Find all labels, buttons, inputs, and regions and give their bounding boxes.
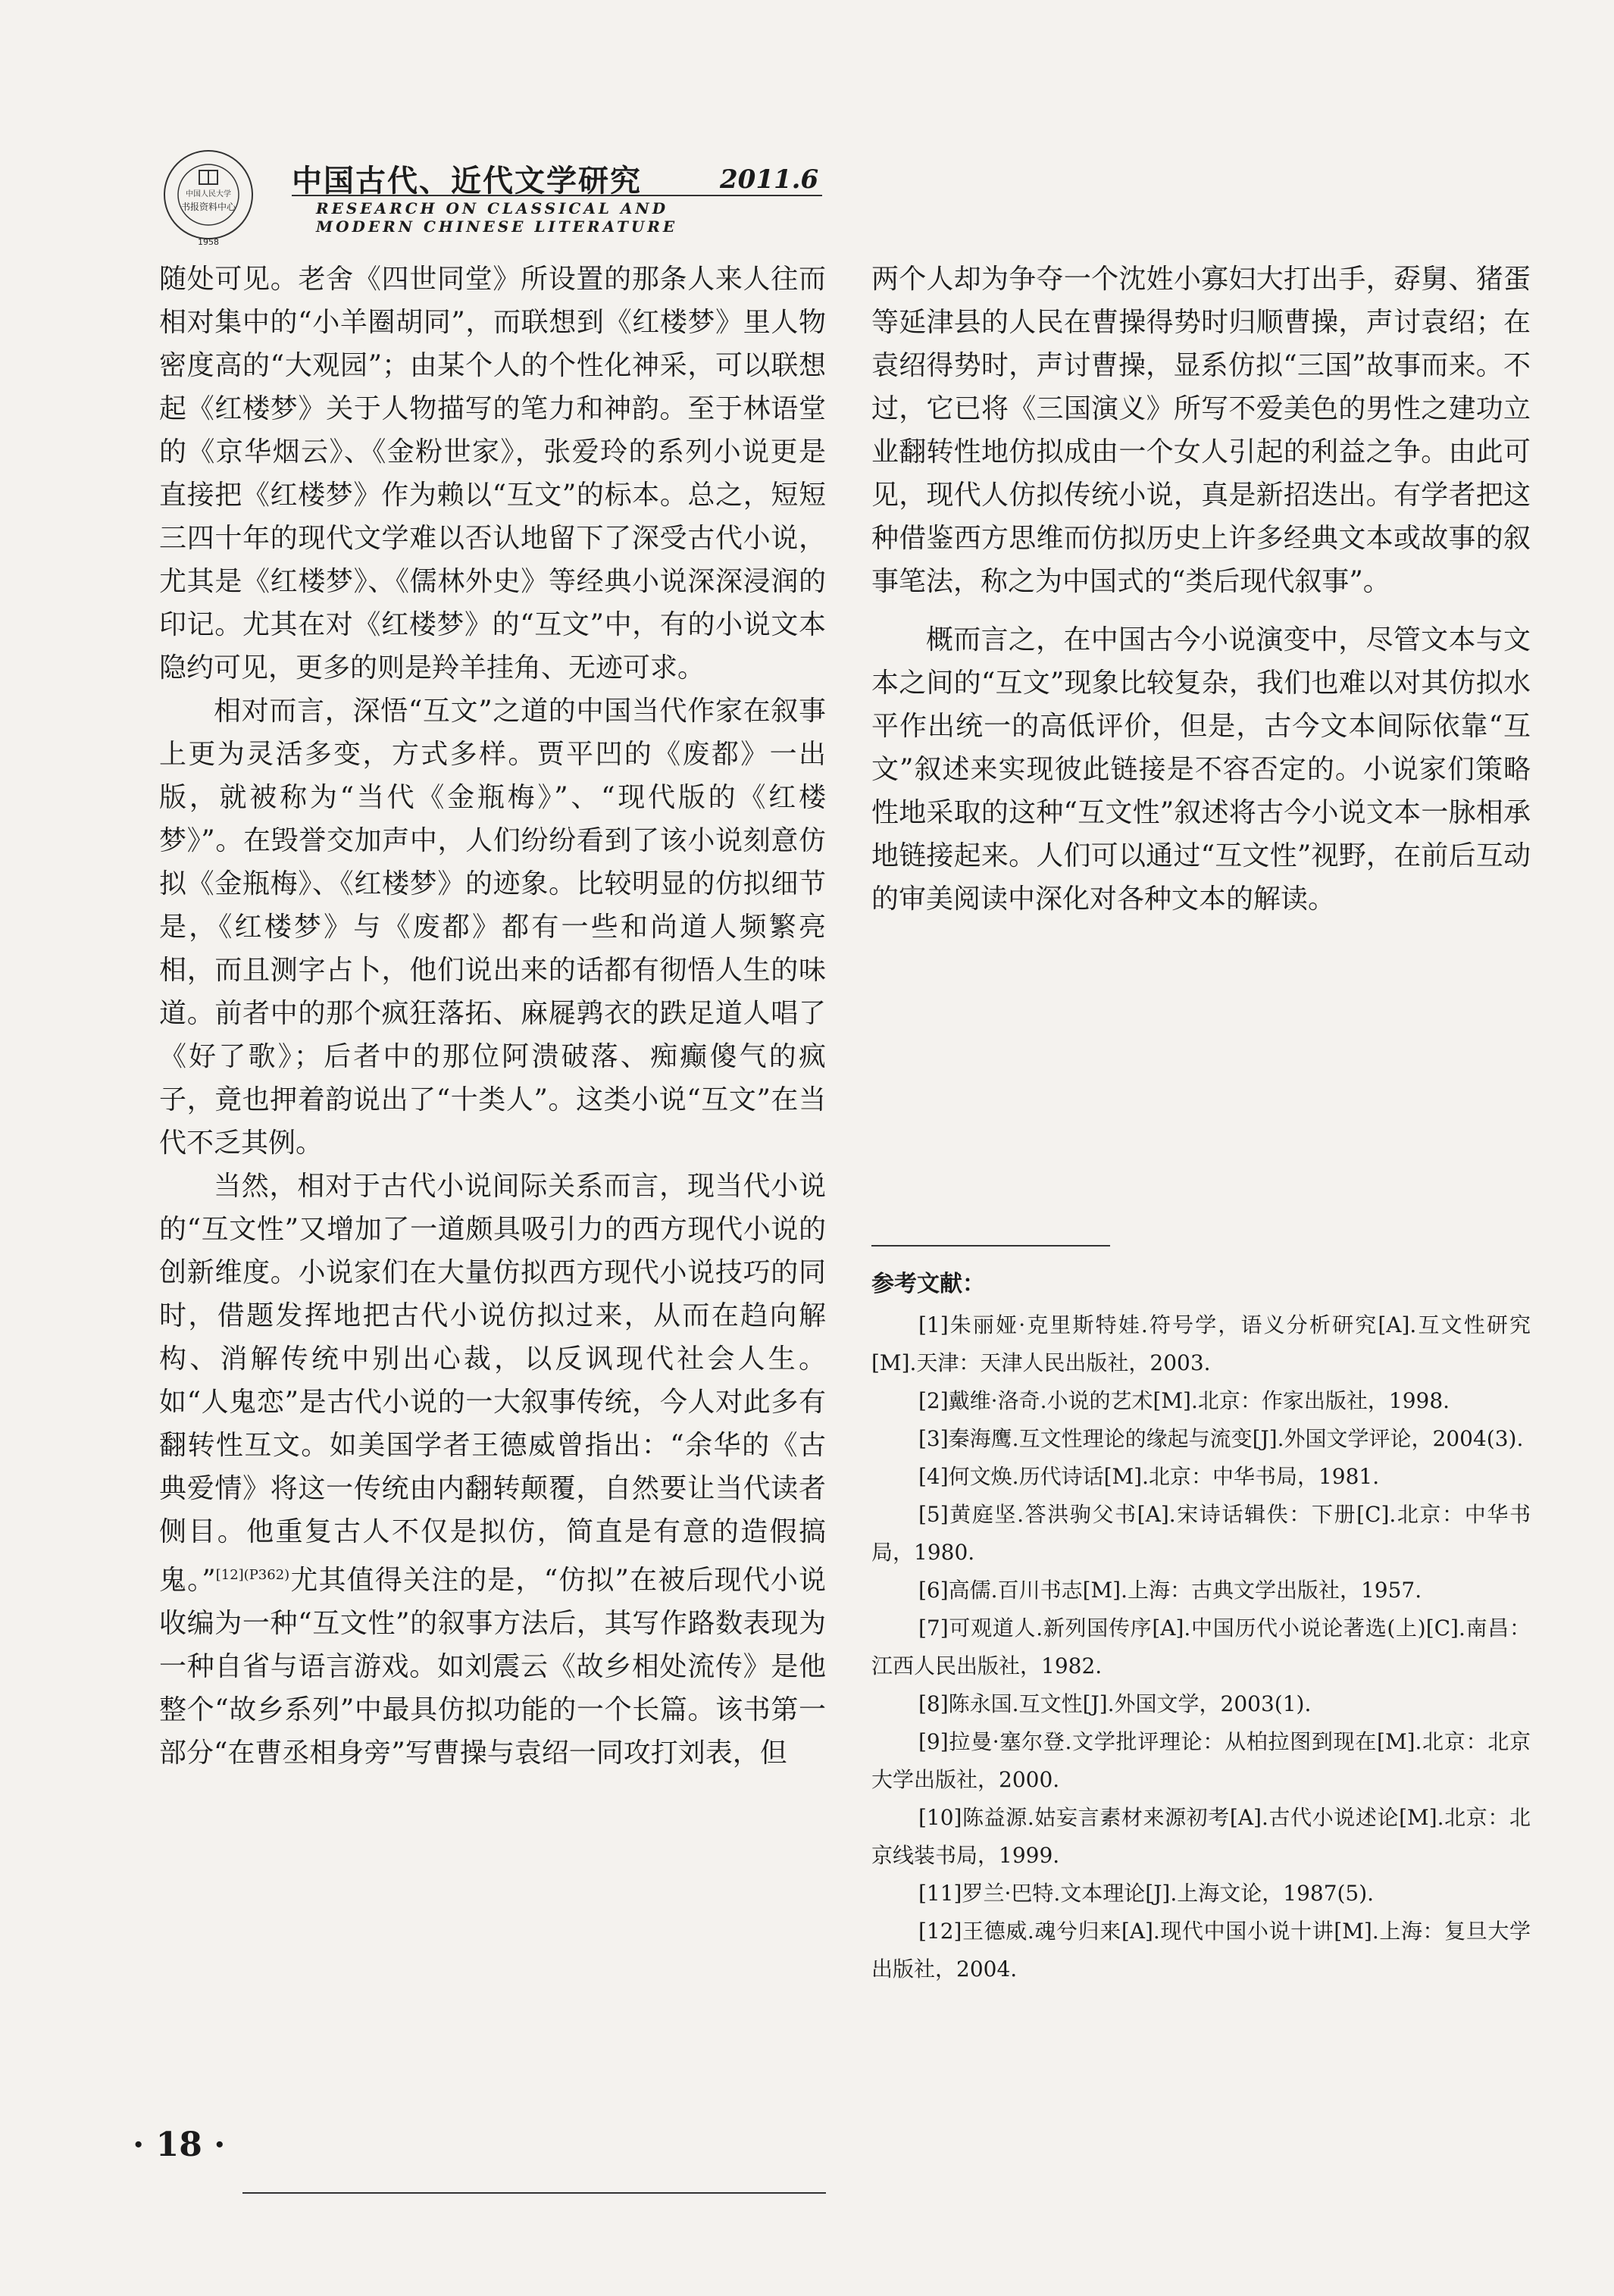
reference-item: [5]黄庭坚.答洪驹父书[A].宋诗话辑佚：下册[C].北京：中华书局，1980.: [871, 1502, 1531, 1565]
logo-mid-text: 中国人民大学: [186, 190, 231, 199]
journal-english-line-2: MODERN CHINESE LITERATURE: [316, 217, 678, 236]
reference-item: [10]陈益源.姑妄言素材来源初考[A].古代小说述论[M].北京：北京线装书局，1999.: [871, 1805, 1531, 1868]
logo-year: 1958: [198, 237, 219, 247]
left-column: [159, 258, 826, 1775]
references: [871, 1265, 1531, 1988]
reference-item: [4]何文焕.历代诗话[M].北京：中华书局，1981.: [918, 1464, 1380, 1489]
page-number: · 18 ·: [133, 2126, 226, 2164]
reference-item: [2]戴维·洛奇.小说的艺术[M].北京：作家出版社，1998.: [918, 1388, 1450, 1413]
header-rule: [292, 195, 822, 196]
reference-item: [9]拉曼·塞尔登.文学批评理论：从柏拉图到现在[M].北京：北京大学出版社，2000.: [871, 1729, 1531, 1792]
reference-item: [12]王德威.魂兮归来[A].现代中国小说十讲[M].上海：复旦大学出版社，2004.: [871, 1919, 1531, 1982]
reference-item: [11]罗兰·巴特.文本理论[J].上海文论，1987(5).: [918, 1881, 1375, 1906]
logo-chinese-name: 书报资料中心: [180, 202, 236, 212]
paragraph: 相对而言，深悟“互文”之道的中国当代作家在叙事上更为灵活多变，方式多样。贾平凹的《废都》一出版，就被称为“当代《金瓶梅》”、“现代版的《红楼梦》”。在毁誉交加声中，人们纷纷看到了该小说刻意仿拟《金瓶梅》、《红楼梦》的迹象。比较明显的仿拟细节是，《红楼梦》与《废都》都有一些和尚道人频繁亮相，而且测字占卜，他们说出来的话都有彻悟人生的味道。前者中的那个疯狂落拓、麻屣鹑衣的跌足道人唱了《好了歌》；后者中的那位阿溃破落、痴癫傻气的疯子，竟也押着韵说出了“十类人”。这类小说“互文”在当代不乏其例。: [159, 696, 826, 1159]
citation-marker: [12](P362): [215, 1567, 290, 1583]
paragraph-text: 当然，相对于古代小说间际关系而言，现当代小说的“互文性”又增加了一道颇具吸引力的西方现代小说的创新维度。小说家们在大量仿拟西方现代小说技巧的同时，借题发挥地把古代小说仿拟过来，从而在趋向解构、消解传统中别出心裁，以反讽现代社会人生。如“人鬼恋”是古代小说的一大叙事传统，今人对此多有翻转性互文。如美国学者王德威曾指出：“余华的《古典爱情》将这一传统由内翻转颠覆，自然要让当代读者侧目。他重复古人不仅是拟仿，简直是有意的造假搞鬼。”: [159, 1171, 826, 1596]
paragraph: 随处可见。老舍《四世同堂》所设置的那条人来人往而相对集中的“小羊圈胡同”，而联想到《红楼梦》里人物密度高的“大观园”；由某个人的个性化神采，可以联想起《红楼梦》关于人物描写的笔力和神韵。至于林语堂的《京华烟云》、《金粉世家》，张爱玲的系列小说更是直接把《红楼梦》作为赖以“互文”的标本。总之，短短三四十年的现代文学难以否认地留下了深受古代小说，尤其是《红楼梦》、《儒林外史》等经典小说深深浸润的印记。尤其在对《红楼梦》的“互文”中，有的小说文本隐约可见，更多的则是羚羊挂角、无迹可求。: [159, 264, 826, 683]
right-column: [871, 258, 1531, 921]
paragraph: [159, 1165, 826, 1775]
journal-english-title: [316, 199, 677, 236]
journal-issue: 2011.6: [720, 164, 819, 195]
paragraph: 概而言之，在中国古今小说演变中，尽管文本与文本之间的“互文”现象比较复杂，我们也难以对其仿拟水平作出统一的高低评价，但是，古今文本间际依靠“互文”叙述来实现彼此链接是不容否定的。小说家们策略性地采取的这种“互文性”叙述将古今小说文本一脉相承地链接起来。人们可以通过“互文性”视野，在前后互动的审美阅读中深化对各种文本的解读。: [871, 624, 1531, 915]
reference-item: [6]高儒.百川书志[M].上海：古典文学出版社，1957.: [918, 1578, 1422, 1603]
journal-header: [155, 148, 830, 246]
paragraph-text: 尤其值得关注的是，“仿拟”在被后现代小说收编为一种“互文性”的叙事方法后，其写作路数表现为一种自省与语言游戏。如刘震云《故乡相处流传》是他整个“故乡系列”中最具仿拟功能的一个长篇。该书第一部分“在曹丞相身旁”写曹操与袁绍一同攻打刘表，但: [159, 1565, 827, 1769]
footer-rule: [242, 2192, 826, 2194]
references-rule: [871, 1245, 1110, 1247]
journal-logo-icon: [155, 148, 273, 250]
reference-item: [1]朱丽娅·克里斯特娃.符号学，语义分析研究[A].互文性研究[M].天津：天津人民出版社，2003.: [871, 1312, 1531, 1375]
reference-item: [7]可观道人.新列国传序[A].中国历代小说论著选(上)[C].南昌：江西人民出版社，1982.: [871, 1616, 1531, 1678]
journal-english-line-1: RESEARCH ON CLASSICAL AND: [316, 199, 669, 217]
paragraph: 两个人却为争夺一个沈姓小寡妇大打出手，孬舅、猪蛋等延津县的人民在曹操得势时归顺曹操，声讨袁绍；在袁绍得势时，声讨曹操，显系仿拟“三国”故事而来。不过，它已将《三国演义》所写不爱美色的男性之建功立业翻转性地仿拟成由一个女人引起的利益之争。由此可见，现代人仿拟传统小说，真是新招迭出。有学者把这种借鉴西方思维而仿拟历史上许多经典文本或故事的叙事笔法，称之为中国式的“类后现代叙事”。: [871, 264, 1531, 597]
journal-title: 中国古代、近代文学研究: [292, 163, 642, 199]
references-title: 参考文献：: [871, 1271, 985, 1297]
reference-item: [8]陈永国.互文性[J].外国文学，2003(1).: [918, 1691, 1312, 1716]
reference-item: [3]秦海鹰.互文性理论的缘起与流变[J].外国文学评论，2004(3).: [918, 1426, 1524, 1451]
